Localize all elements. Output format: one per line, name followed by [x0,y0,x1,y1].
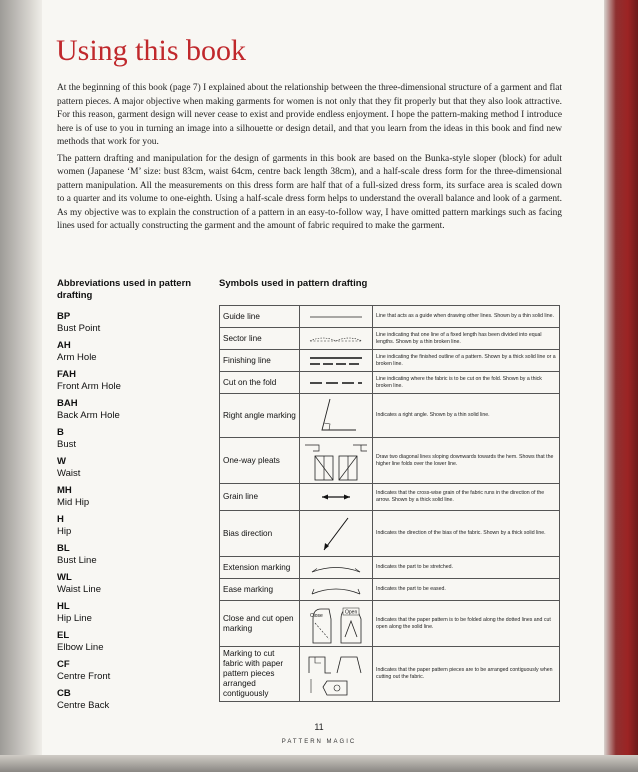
symbol-name: Guide line [220,306,300,328]
ease-marking-icon [300,579,373,601]
abbreviation-term: Bust [57,438,77,450]
abbreviations-heading: Abbreviations used in pattern drafting [57,278,192,301]
symbol-description: Indicates that the paper pattern pieces are to be arranged contiguously when cutting out the fabric. [373,647,560,702]
extension-marking-icon [300,557,373,579]
abbreviation-code: WL [57,572,72,583]
symbol-row [220,372,560,394]
page-edge-bottom [0,755,638,772]
abbreviation-item [57,369,207,392]
abbreviation-term: Centre Back [57,699,110,711]
symbol-row [220,511,560,557]
abbreviation-code: CB [57,688,71,699]
symbol-row [220,484,560,511]
symbol-description: Indicates a right angle. Shown by a thin solid line. [373,394,560,438]
abbreviation-item [57,514,207,537]
symbol-name: Bias direction [220,511,300,557]
abbreviation-item [57,601,207,624]
abbreviation-term: Front Arm Hole [57,380,121,392]
abbreviation-code: FAH [57,369,76,380]
abbreviation-item [57,485,207,508]
abbreviation-item [57,398,207,421]
symbol-name: Right angle marking [220,394,300,438]
symbol-name: Marking to cut fabric with paper pattern pieces arranged contiguously [220,647,300,702]
abbreviation-code: CF [57,659,70,670]
symbol-row [220,601,560,647]
symbol-row [220,394,560,438]
bias-direction-icon [300,511,373,557]
sector-line-icon [300,328,373,350]
symbol-name: Grain line [220,484,300,511]
abbreviation-item [57,340,207,363]
page-gutter-shadow [0,0,42,772]
abbreviation-term: Hip Line [57,612,92,624]
guide-line-icon [300,306,373,328]
symbol-row [220,557,560,579]
abbreviation-code: H [57,514,64,525]
close-cut-open-icon [300,601,373,647]
abbreviation-item [57,427,207,450]
symbols-heading: Symbols used in pattern drafting [219,278,368,289]
one-way-pleats-icon [300,438,373,484]
abbreviation-term: Arm Hole [57,351,97,363]
symbol-name: Close and cut open marking [220,601,300,647]
abbreviation-item [57,311,207,334]
close-label: Close [310,612,323,619]
abbreviations-list [57,311,207,717]
symbol-name: Extension marking [220,557,300,579]
open-label: Open [345,609,358,615]
abbreviation-code: AH [57,340,71,351]
right-angle-icon [300,394,373,438]
symbols-table [219,305,560,702]
symbol-description: Indicates that the cross-wise grain of the fabric runs in the direction of the arrow. Shown by a thick solid line. [373,484,560,511]
abbreviation-item [57,543,207,566]
abbreviation-item [57,572,207,595]
page-number: 11 [314,722,324,732]
contiguous-pieces-icon [300,647,373,702]
intro-paragraph-2: The pattern drafting and manipulation for the design of garments in this book are based on the Bunka-style sloper (block) for adult women (Japanese ‘M’ size: bust 83cm, waist 64cm, centre back length 38cm), and a half-scale dress form for the three-dimensional pattern manipulation. All the measurements on this dress form are half that of a full-sized dress form, its surface area is scaled down to a quarter and its volume to one-eighth. Using a half-scale dress form helps to understand the overall balance and look of a garment. As my objective was to explain the construction of a pattern in an easy-to-follow way, I have omitted pattern markings such as facing lines used for actually constructing the garment and the amount of fabric required to make the garment. [57,153,562,231]
intro-text [57,82,562,237]
symbol-description: Line that acts as a guide when drawing other lines. Shown by a thin solid line. [373,306,560,328]
page-footer: PATTERN MAGIC [281,739,357,745]
symbol-row [220,647,560,702]
symbol-description: Indicates the part to be stretched. [373,557,560,579]
abbreviation-term: Elbow Line [57,641,104,653]
abbreviation-item [57,456,207,479]
grain-line-icon [300,484,373,511]
symbol-name: Sector line [220,328,300,350]
abbreviation-term: Bust Point [57,322,101,334]
abbreviation-code: W [57,456,66,467]
abbreviation-code: HL [57,601,70,612]
symbol-description: Indicates the part to be eased. [373,579,560,601]
symbol-name: One-way pleats [220,438,300,484]
symbol-row [220,306,560,328]
abbreviation-term: Back Arm Hole [57,409,120,421]
intro-paragraph-1: At the beginning of this book (page 7) I explained about the relationship between the three-dimensional structure of a garment and flat pattern pieces. A major objective when making garments for women is not only that they fit properly but that they also look attractive. For this reason, garment design will never cease to exist and provide endless enjoyment. I hope the pattern-making method I introduce here is of use to you in turning an image into a silhouette or design detail, and that you learn from the ideas in this book and find new methods that work for you. [57,83,562,147]
abbreviation-item [57,630,207,653]
abbreviation-term: Bust Line [57,554,97,566]
symbol-row [220,579,560,601]
abbreviation-code: MH [57,485,72,496]
symbol-name: Finishing line [220,350,300,372]
abbreviation-code: EL [57,630,70,641]
abbreviation-code: BP [57,311,71,322]
abbreviation-item [57,659,207,682]
abbreviation-term: Hip [57,525,72,537]
symbol-name: Ease marking [220,579,300,601]
abbreviation-code: BAH [57,398,78,409]
symbol-description: Line indicating the finished outline of a pattern. Shown by a thick solid line or a broken line. [373,350,560,372]
symbol-row [220,438,560,484]
symbol-name: Cut on the fold [220,372,300,394]
symbol-description: Line indicating that one line of a fixed length has been divided into equal lengths. Shown by a thin broken line. [373,328,560,350]
page-edge-right [604,0,638,772]
abbreviation-term: Waist Line [57,583,101,595]
symbol-description: Draw two diagonal lines sloping downwards towards the hem. Shows that the higher line folds over the lower line. [373,438,560,484]
abbreviation-item [57,688,207,711]
symbol-description: Indicates the direction of the bias of the fabric. Shown by a thick solid line. [373,511,560,557]
symbol-description: Indicates that the paper pattern is to be folded along the dotted lines and cut open along the solid line. [373,601,560,647]
finishing-line-icon [300,350,373,372]
abbreviation-code: B [57,427,64,438]
abbreviation-code: BL [57,543,70,554]
cut-on-fold-icon [300,372,373,394]
abbreviation-term: Mid Hip [57,496,90,508]
page-title: Using this book [56,34,247,67]
symbol-row [220,350,560,372]
symbol-row [220,328,560,350]
abbreviation-term: Waist [57,467,81,479]
symbol-description: Line indicating where the fabric is to be cut on the fold. Shown by a thick broken line. [373,372,560,394]
abbreviation-term: Centre Front [57,670,111,682]
